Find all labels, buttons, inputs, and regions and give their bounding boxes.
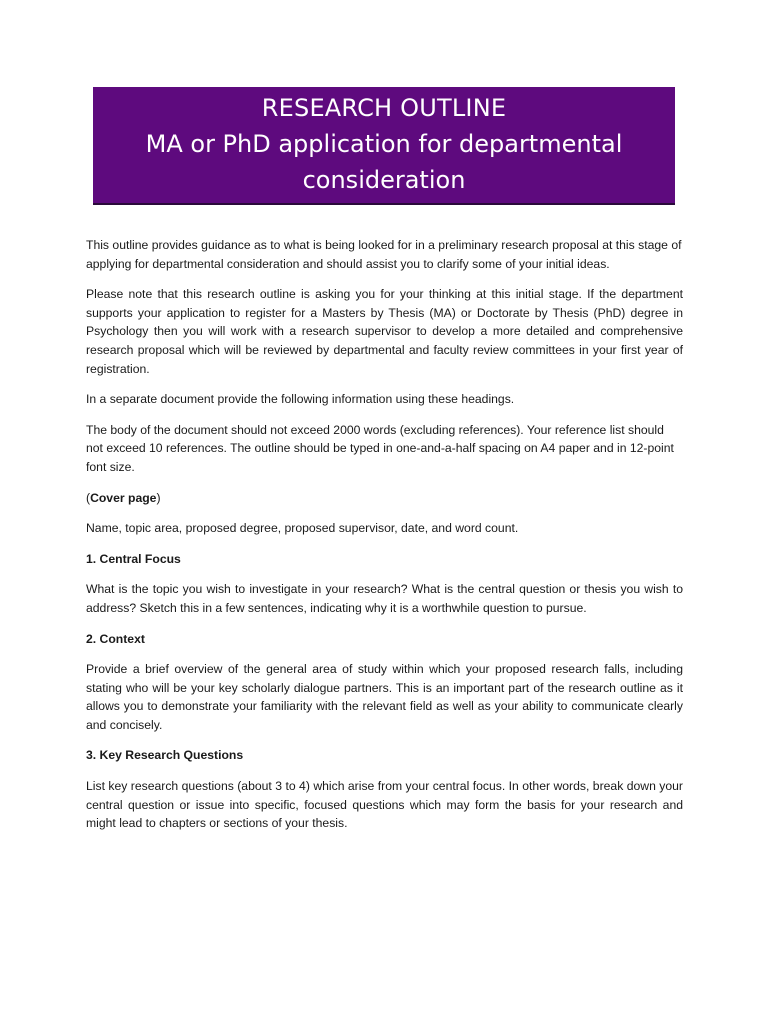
length-requirements-paragraph: The body of the document should not exceed 2000 words (excluding references). Your reference list should not exceed 10 references. The outline should be typed in one-and-a-half spacing on A4 paper and in 12-point font size.	[86, 422, 674, 474]
note-paragraph: Please note that this research outline is asking you for your thinking at this initial stage. If the department supports your application to register for a Masters by Thesis (MA) or Doctorate by Thesis (PhD) degree in Psychology then you will work with a research supervisor to develop a more detailed and comprehensive research proposal which will be reviewed by departmental and faculty review committees in your first year of registration.	[86, 287, 683, 376]
separate-document-paragraph: In a separate document provide the following information using these headings.	[86, 392, 515, 407]
section-text-central-focus: What is the topic you wish to investigate in your research? What is the central question or thesis you wish to address? Sketch this in a few sentences, indicating why it is a worthwhile question to pursue.	[86, 582, 683, 615]
cover-close-paren: )	[156, 490, 161, 505]
section-text-key-research-questions: List key research questions (about 3 to 4) which arise from your central focus. In other words, break down your central question or issue into specific, focused questions which may form the basis for your research and might lead to chapters or sections of your thesis.	[86, 779, 683, 831]
cover-page-label: Cover page	[90, 490, 157, 505]
section-heading-context: 2. Context	[86, 631, 145, 646]
document-body	[86, 236, 683, 845]
cover-page-heading	[86, 489, 683, 508]
title-banner	[93, 87, 675, 205]
section-heading-key-research-questions: 3. Key Research Questions	[86, 748, 244, 763]
document-subtitle: MA or PhD application for departmental consideration	[145, 130, 623, 194]
section-heading-central-focus: 1. Central Focus	[86, 551, 181, 566]
section-text-context: Provide a brief overview of the general area of study within which your proposed research falls, including stating who will be your key scholarly dialogue partners. This is an important part of the research outline as it allows you to demonstrate your familiarity with the relevant field as well as your ability to communicate clearly and concisely.	[86, 662, 683, 732]
document-title: RESEARCH OUTLINE	[261, 94, 507, 122]
cover-page-text: Name, topic area, proposed degree, proposed supervisor, date, and word count.	[86, 521, 519, 536]
cover-open-paren: (	[86, 490, 91, 505]
intro-paragraph: This outline provides guidance as to what is being looked for in a preliminary research proposal at this stage of applying for departmental consideration and should assist you to clarify some of your initial ideas.	[86, 238, 682, 271]
